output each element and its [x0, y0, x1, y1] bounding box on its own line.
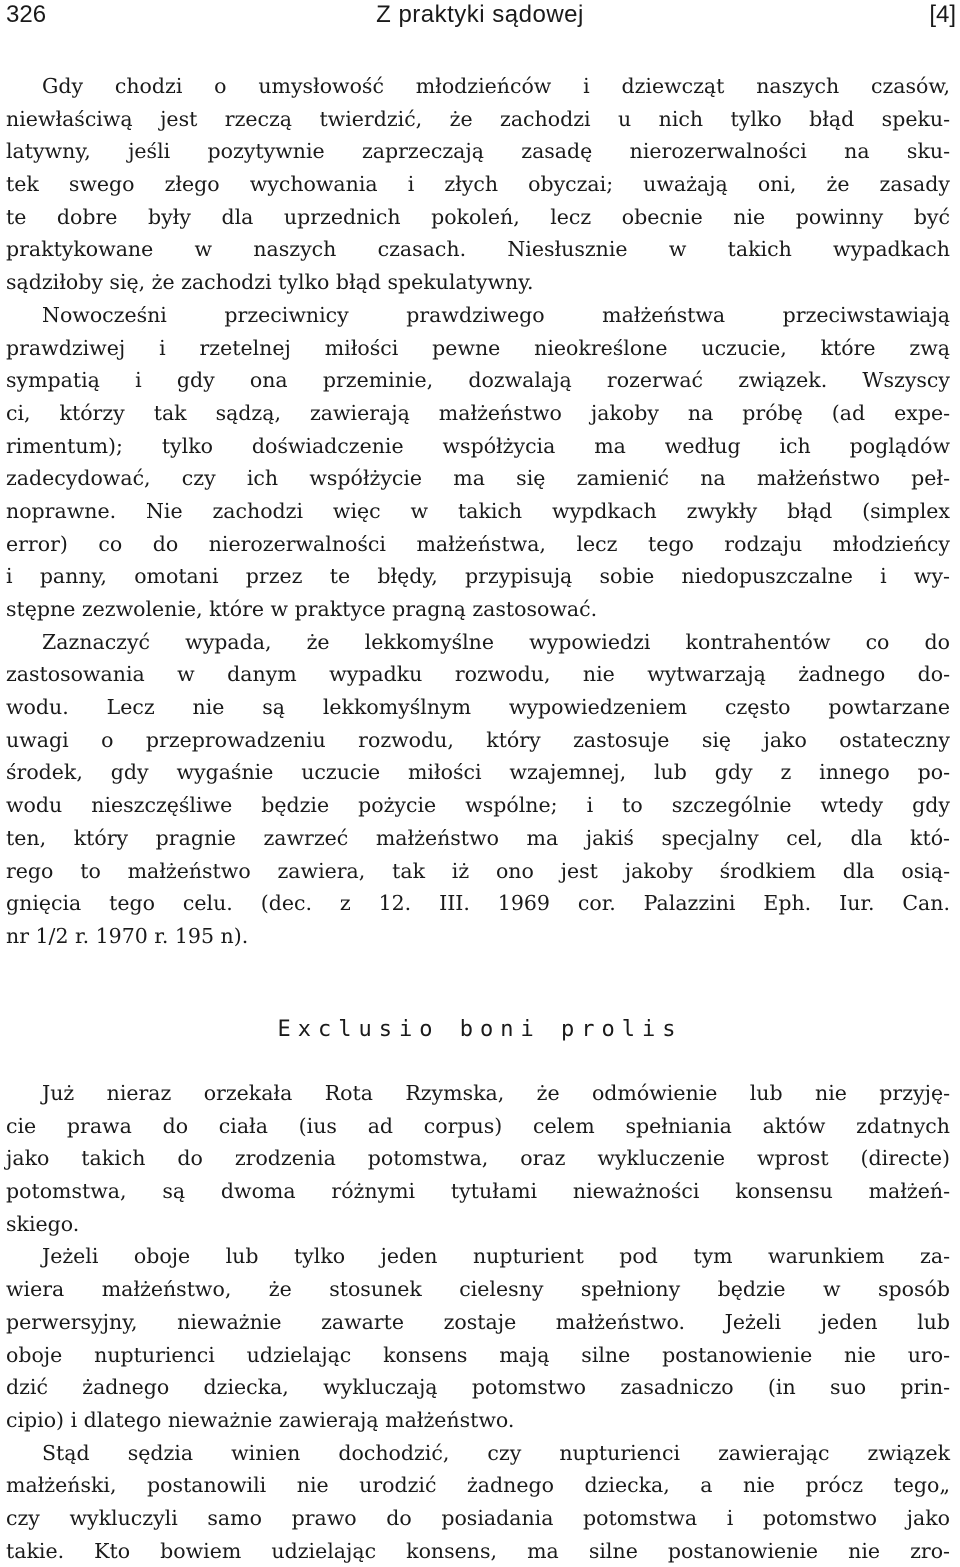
- text-line: potomstwa, są dwoma różnymi tytułami nieważności konsensu małżeń-: [6, 1179, 950, 1204]
- text-line: wodu. Lecz nie są lekkomyślnym wypowiedzeniem często powtarzane: [6, 695, 950, 720]
- body-text-block-1: [6, 70, 950, 953]
- text-line: gnięcia tego celu. (dec. z 12. III. 1969 cor. Palazzini Eph. Iur. Can.: [6, 891, 950, 916]
- text-line: stępne zezwolenie, które w praktyce pragną zastosować.: [6, 597, 598, 621]
- text-line: Stąd sędzia winien dochodzić, czy nupturienci zawierając związek: [42, 1440, 950, 1465]
- text-line: perwersyjny, nieważnie zawarte zostaje małżeństwo. Jeżeli jeden lub: [6, 1309, 950, 1334]
- text-line: Zaznaczyć wypada, że lekkomyślne wypowiedzi kontrahentów co do: [42, 629, 950, 654]
- text-line: praktykowane w naszych czasach. Niesłusznie w takich wypadkach: [6, 237, 950, 262]
- text-line: czy wykluczyli samo prawo do posiadania potomstwa i potomstwo jako: [6, 1505, 950, 1530]
- text-line: skiego.: [6, 1211, 80, 1236]
- text-line: Gdy chodzi o umysłowość młodzieńców i dziewcząt naszych czasów,: [42, 74, 950, 98]
- text-line: cipio) i dlatego nieważnie zawierają małżeństwo.: [6, 1407, 515, 1432]
- text-line: małżeński, postanowili nie urodzić żadnego dziecka, a nie prócz tego„: [6, 1473, 950, 1498]
- text-line: noprawne. Nie zachodzi więc w takich wypdkach zwykły błąd (simplex: [6, 498, 950, 523]
- text-line: jako takich do zrodzenia potomstwa, oraz wykluczenie wprost (directe): [6, 1146, 950, 1171]
- text-line: te dobre były dla uprzednich pokoleń, lecz obecnie nie powinny być: [6, 204, 950, 229]
- text-line: środek, gdy wygaśnie uczucie miłości wzajemnej, lub gdy z innego po-: [6, 760, 950, 785]
- text-line: zastosowania w danym wypadku rozwodu, nie wytwarzają żadnego do-: [6, 662, 950, 687]
- section-mark: [4]: [929, 1, 956, 28]
- text-line: cie prawa do ciała (ius ad corpus) celem spełniania aktów zdatnych: [6, 1113, 950, 1138]
- running-title: Z praktyki sądowej: [376, 1, 584, 28]
- text-line: latywny, jeśli pozytywnie zaprzeczają zasadę nierozerwalności na sku-: [6, 139, 950, 164]
- text-line: ci, którzy tak sądzą, zawierają małżeństwo jakoby na próbę (ad expe-: [6, 400, 950, 425]
- text-line: error) co do nierozerwalności małżeństwa, lecz tego rodzaju młodzieńcy: [6, 531, 950, 556]
- text-line: sądziłoby się, że zachodzi tylko błąd spekulatywny.: [6, 270, 534, 295]
- body-text-block-2: [6, 1077, 950, 1567]
- text-line: Jeżeli oboje lub tylko jeden nupturient pod tym warunkiem za-: [42, 1244, 950, 1269]
- text-line: sympatią i gdy ona przeminie, dozwalają rozerwać związek. Wszyscy: [6, 368, 950, 393]
- text-line: i panny, omotani przez te błędy, przypisują sobie niedopuszczalne i wy-: [6, 564, 950, 589]
- text-line: ten, który pragnie zawrzeć małżeństwo ma jakiś specjalny cel, dla któ-: [6, 825, 950, 850]
- running-header: [0, 0, 960, 30]
- page-number: 326: [6, 1, 47, 28]
- text-line: wodu nieszczęśliwe będzie pożycie wspólne; i to szczególnie wtedy gdy: [6, 793, 950, 818]
- text-line: wiera małżeństwo, że stosunek cielesny spełniony będzie w sposób: [6, 1277, 950, 1302]
- text-line: prawdziwej i rzetelnej miłości pewne nieokreślone uczucie, które zwą: [6, 335, 950, 360]
- text-line: zadecydować, czy ich współżycie ma się zamienić na małżeństwo peł-: [6, 466, 950, 491]
- text-line: nr 1/2 r. 1970 r. 195 n).: [6, 923, 249, 948]
- text-line: niewłaściwą jest rzeczą twierdzić, że zachodzi u nich tylko błąd speku-: [6, 106, 950, 131]
- text-line: Już nieraz orzekała Rota Rzymska, że odmówienie lub nie przyję-: [42, 1081, 950, 1105]
- text-line: tek swego złego wychowania i złych obyczai; uważają oni, że zasady: [6, 172, 950, 197]
- text-line: takie. Kto bowiem udzielając konsens, ma silne postanowienie nie zro-: [6, 1538, 950, 1563]
- text-line: Nowocześni przeciwnicy prawdziwego małżeństwa przeciwstawiają: [42, 302, 950, 327]
- text-line: uwagi o przeprowadzeniu rozwodu, który zastosuje się jako ostateczny: [6, 727, 950, 752]
- text-line: dzić żadnego dziecka, wykluczają potomstwo zasadniczo (in suo prin-: [6, 1375, 950, 1400]
- text-line: rimentum); tylko doświadczenie współżycia ma według ich poglądów: [6, 433, 950, 458]
- section-heading: Exclusio boni prolis: [277, 1017, 683, 1042]
- text-line: oboje nupturienci udzielając konsens mają silne postanowienie nie uro-: [6, 1342, 950, 1367]
- text-line: rego to małżeństwo zawiera, tak iż ono jest jakoby środkiem dla osią-: [6, 858, 950, 883]
